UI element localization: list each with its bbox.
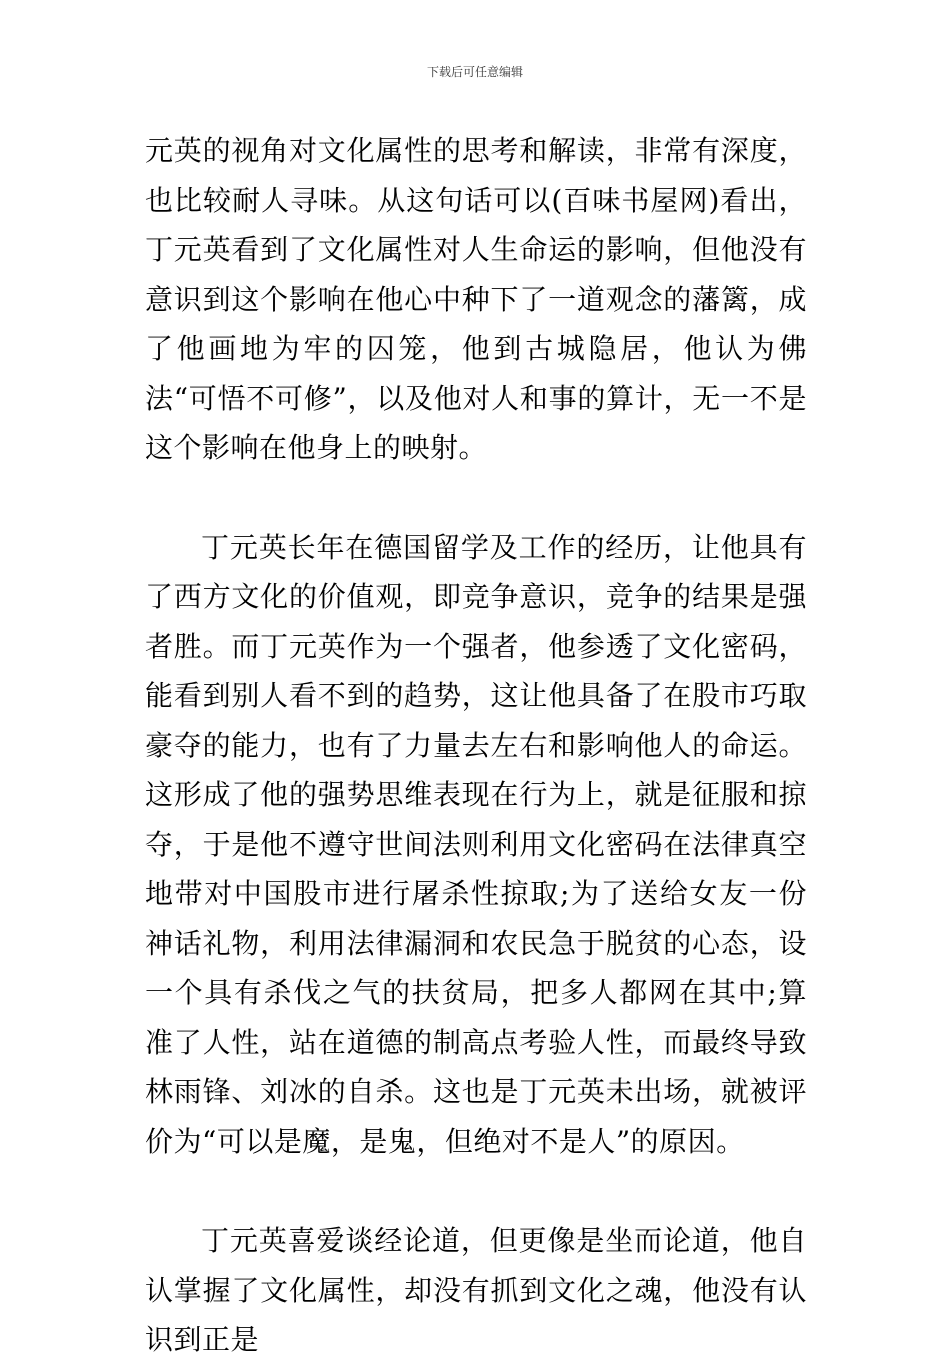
paragraph-1: 元英的视角对文化属性的思考和解读，非常有深度，也比较耐人寻味。从这句话可以(百味书屋网)看出，丁元英看到了文化属性对人生命运的影响，但他没有意识到这个影响在他心中种下了一道观念的藩篱，成了他画地为牢的囚笼，他到古城隐居，他认为佛法“可悟不可修”，以及他对人和事的算计，无一不是这个影响在他身上的映射。 [145, 134, 807, 464]
document-body [145, 126, 807, 1365]
page-header: 下载后可任意编辑 [426, 65, 523, 79]
paragraph-2: 丁元英长年在德国留学及工作的经历，让他具有了西方文化的价值观，即竞争意识，竞争的结果是强者胜。而丁元英作为一个强者，他参透了文化密码，能看到别人看不到的趋势，这让他具备了在股市巧取豪夺的能力，也有了力量去左右和影响他人的命运。这形成了他的强势思维表现在行为上，就是征服和掠夺，于是他不遵守世间法则利用文化密码在法律真空地带对中国股市进行屠杀性掠取;为了送给女友一份神话礼物，利用法律漏洞和农民急于脱贫的心态，设一个具有杀伐之气的扶贫局，把多人都网在其中;算准了人性，站在道德的制高点考验人性，而最终导致林雨锋、刘冰的自杀。这也是丁元英未出场，就被评价为“可以是魔，是鬼，但绝对不是人”的原因。 [145, 530, 807, 1158]
paragraph-3: 丁元英喜爱谈经论道，但更像是坐而论道，他自认掌握了文化属性，却没有抓到文化之魂，他没有认识到正是 [145, 1224, 807, 1356]
